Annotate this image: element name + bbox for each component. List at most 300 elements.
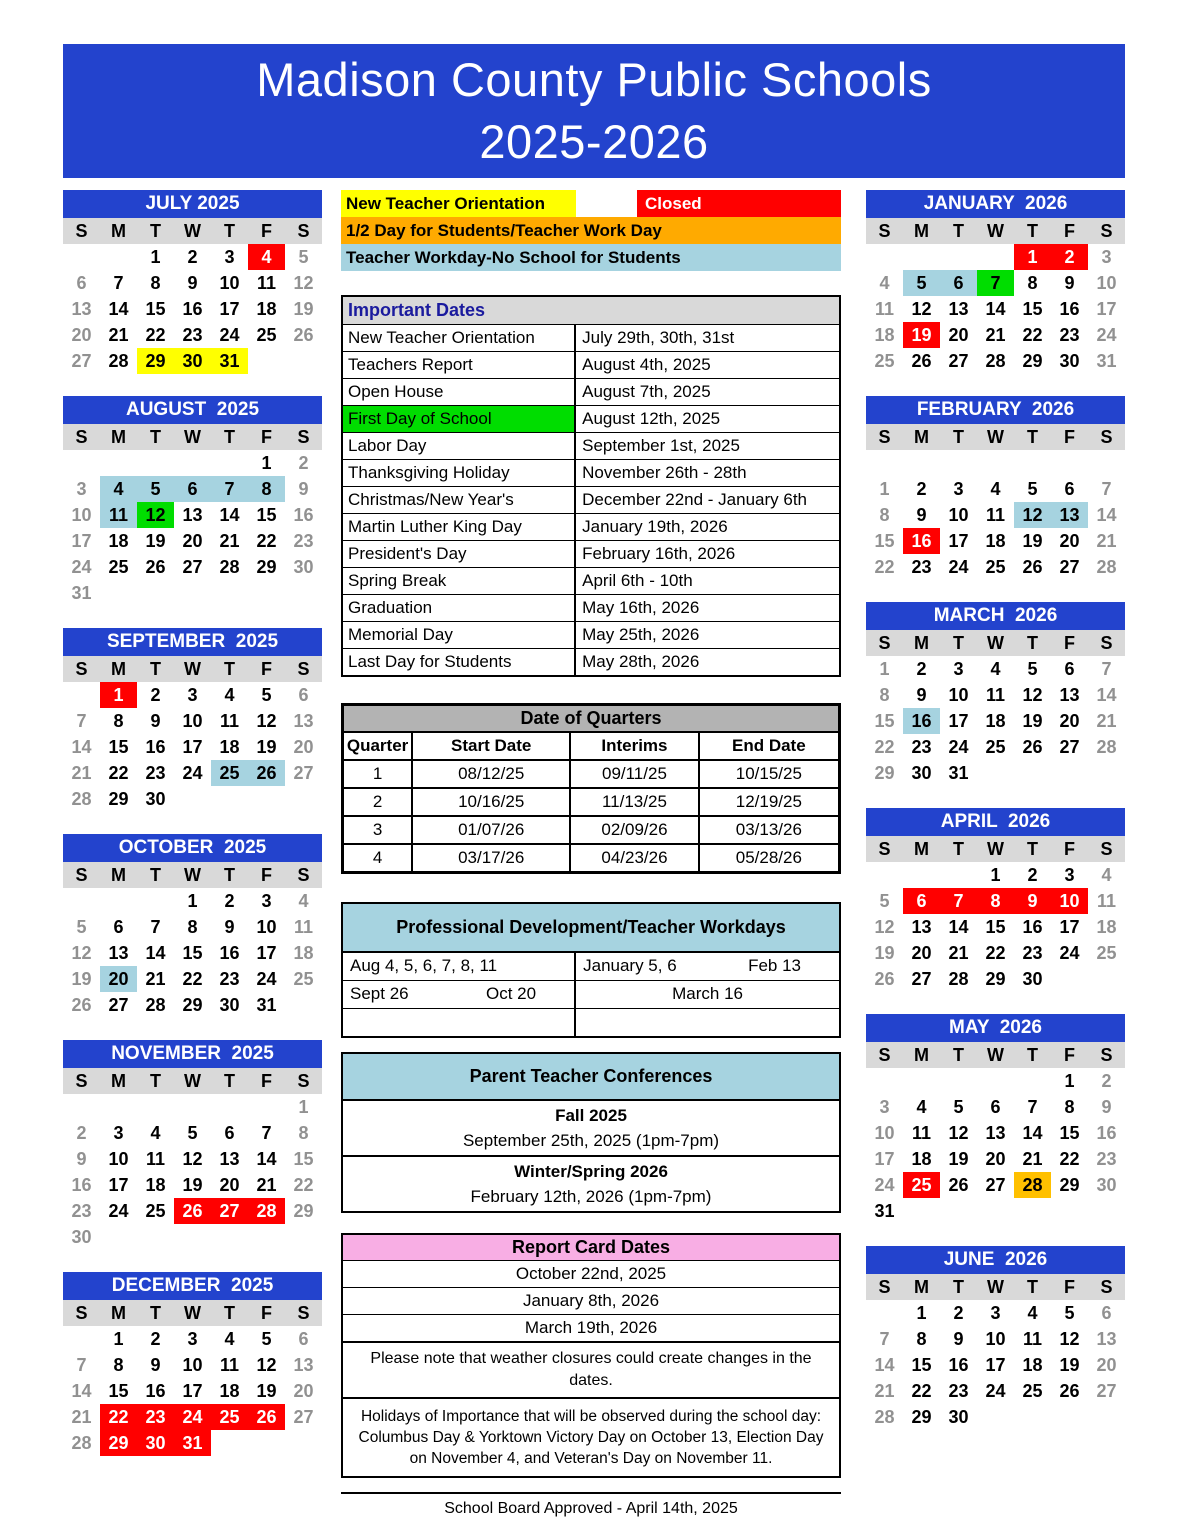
day-cell: 12 (137, 502, 174, 528)
day-cell-empty (1051, 1404, 1088, 1430)
holidays-note: Holidays of Importance that will be observed during the school day: Columbus Day & Yorktown Victory Day on October 13, Election Day on November 4, and Veteran's Day on November 11. (343, 1397, 839, 1476)
month-grid (63, 244, 322, 374)
day-cell: 17 (985, 1355, 1006, 1375)
day-cell: 3 (990, 1303, 1001, 1323)
day-cell: 29 (256, 557, 277, 577)
day-cell-empty (977, 760, 1014, 786)
conference-session-label: Fall 2025 (555, 1106, 627, 1125)
day-header-cell: T (1027, 221, 1038, 241)
day-cell-empty (1051, 760, 1088, 786)
day-cell: 19 (182, 1175, 203, 1195)
day-header-cell: S (1100, 633, 1113, 653)
pd-item: Aug 4, 5, 6, 7, 8, 11 (350, 956, 498, 975)
day-cell: 2 (298, 453, 309, 473)
day-cell: 12 (256, 1355, 277, 1375)
event-name: Thanksgiving Holiday (343, 460, 576, 486)
event-name: Christmas/New Year's (343, 487, 576, 513)
day-cell: 19 (948, 1149, 969, 1169)
day-cell: 19 (293, 299, 314, 319)
day-header-cell: M (914, 1045, 929, 1065)
quarters-cell: 4 (344, 845, 413, 871)
event-date: February 16th, 2026 (582, 544, 736, 563)
day-cell: 21 (985, 325, 1006, 345)
day-cell: 14 (1022, 1123, 1043, 1143)
day-cell: 23 (948, 1381, 969, 1401)
day-header-row (866, 218, 1125, 244)
day-cell-empty (866, 244, 903, 270)
day-header-cell: T (1027, 1045, 1038, 1065)
day-cell: 27 (211, 1198, 248, 1224)
day-cell: 12 (182, 1149, 203, 1169)
day-cell: 5 (261, 685, 272, 705)
day-cell: 13 (182, 505, 203, 525)
day-cell-empty (248, 1094, 285, 1120)
day-cell: 7 (113, 273, 124, 293)
day-cell-empty (285, 580, 322, 606)
day-cell: 9 (1014, 888, 1051, 914)
day-cell: 12 (1014, 502, 1051, 528)
day-cell: 10 (219, 273, 240, 293)
day-header-cell: M (111, 865, 126, 885)
day-cell: 3 (879, 1097, 890, 1117)
day-header-row (866, 630, 1125, 656)
day-cell-empty (100, 888, 137, 914)
day-cell: 5 (1064, 1303, 1075, 1323)
important-date-row (343, 459, 839, 486)
day-header-cell: S (75, 1303, 88, 1323)
day-cell: 26 (911, 351, 932, 371)
day-cell-empty (100, 580, 137, 606)
day-cell: 21 (1096, 531, 1117, 551)
day-cell: 20 (293, 737, 314, 757)
day-cell-empty (100, 1094, 137, 1120)
day-header-cell: M (111, 221, 126, 241)
day-header-cell: W (987, 1277, 1004, 1297)
day-cell: 1 (1064, 1071, 1075, 1091)
day-cell: 22 (911, 1381, 932, 1401)
day-cell: 13 (1096, 1329, 1117, 1349)
day-cell: 7 (150, 917, 161, 937)
day-cell: 17 (71, 531, 92, 551)
day-cell: 26 (874, 969, 895, 989)
event-name: Last Day for Students (343, 649, 576, 675)
day-cell: 2 (224, 891, 235, 911)
day-cell: 9 (224, 917, 235, 937)
day-cell: 20 (219, 1175, 240, 1195)
day-cell: 12 (293, 273, 314, 293)
day-cell: 15 (182, 943, 203, 963)
day-cell: 15 (1022, 299, 1043, 319)
day-cell: 25 (293, 969, 314, 989)
day-cell-empty (903, 1068, 940, 1094)
day-cell: 29 (874, 763, 895, 783)
day-cell: 23 (293, 531, 314, 551)
day-cell: 6 (1064, 659, 1075, 679)
day-cell: 20 (1096, 1355, 1117, 1375)
day-cell-empty (211, 1224, 248, 1250)
event-date: November 26th - 28th (582, 463, 747, 482)
day-cell: 18 (1022, 1355, 1043, 1375)
day-cell: 31 (874, 1201, 895, 1221)
day-cell: 11 (100, 502, 137, 528)
pd-item: Sept 26 (350, 984, 409, 1003)
day-cell: 3 (76, 479, 87, 499)
day-cell: 12 (911, 299, 932, 319)
day-cell-empty (903, 450, 940, 476)
calendar-april-2026 (866, 808, 1125, 992)
day-cell: 5 (76, 917, 87, 937)
day-cell: 6 (903, 888, 940, 914)
day-cell: 28 (219, 557, 240, 577)
day-header-cell: W (987, 839, 1004, 859)
day-header-row (866, 1042, 1125, 1068)
day-header-cell: F (261, 1071, 272, 1091)
day-cell-empty (63, 682, 100, 708)
day-cell: 19 (256, 1381, 277, 1401)
legend-closed: Closed (637, 190, 841, 217)
day-cell: 8 (248, 476, 285, 502)
day-cell: 28 (145, 995, 166, 1015)
day-cell: 14 (985, 299, 1006, 319)
calendar-september-2025 (63, 628, 322, 812)
day-cell-empty (137, 580, 174, 606)
day-cell-empty (137, 1224, 174, 1250)
day-cell: 8 (150, 273, 161, 293)
day-cell: 25 (1096, 943, 1117, 963)
quarters-cell: 3 (344, 817, 413, 845)
event-date: September 1st, 2025 (582, 436, 740, 455)
calendar-january-2026 (866, 190, 1125, 374)
event-name: Spring Break (343, 568, 576, 594)
day-cell: 13 (219, 1149, 240, 1169)
day-header-cell: S (297, 659, 310, 679)
day-cell: 27 (1059, 557, 1080, 577)
columns (63, 190, 1125, 1518)
day-cell: 31 (211, 348, 248, 374)
day-header-cell: M (914, 427, 929, 447)
day-header-cell: F (1064, 839, 1075, 859)
day-cell: 18 (108, 531, 129, 551)
month-grid (866, 862, 1125, 992)
day-cell: 3 (187, 685, 198, 705)
day-cell-empty (248, 348, 285, 374)
day-cell: 27 (948, 351, 969, 371)
month-grid (63, 1094, 322, 1250)
day-header-cell: S (878, 427, 891, 447)
day-header-row (63, 218, 322, 244)
day-header-row (866, 836, 1125, 862)
day-header-cell: T (953, 1045, 964, 1065)
quarters-table (341, 703, 841, 874)
day-cell: 17 (182, 1381, 203, 1401)
day-cell: 9 (916, 685, 927, 705)
day-cell-empty (1014, 1404, 1051, 1430)
day-cell: 28 (71, 789, 92, 809)
day-header-cell: T (224, 427, 235, 447)
day-cell-empty (63, 450, 100, 476)
day-cell: 13 (985, 1123, 1006, 1143)
day-cell: 25 (985, 737, 1006, 757)
day-header-cell: T (1027, 427, 1038, 447)
day-header-cell: S (297, 865, 310, 885)
month-title: MARCH 2026 (866, 602, 1125, 630)
quarters-cell: 11/13/25 (571, 789, 699, 817)
day-cell: 20 (985, 1149, 1006, 1169)
day-cell: 14 (71, 1381, 92, 1401)
day-cell-empty (211, 1430, 248, 1456)
day-header-cell: W (184, 659, 201, 679)
day-header-cell: S (297, 1071, 310, 1091)
day-cell: 16 (293, 505, 314, 525)
day-cell: 20 (293, 1381, 314, 1401)
day-cell: 9 (1101, 1097, 1112, 1117)
day-cell: 29 (911, 1407, 932, 1427)
day-cell: 5 (298, 247, 309, 267)
pd-cell-left (343, 1009, 576, 1036)
day-cell: 24 (874, 1175, 895, 1195)
day-cell: 20 (948, 325, 969, 345)
day-cell: 5 (953, 1097, 964, 1117)
day-cell: 12 (874, 917, 895, 937)
month-grid (866, 450, 1125, 580)
day-cell: 25 (874, 351, 895, 371)
quarters-cell: 08/12/25 (413, 761, 571, 789)
day-cell: 11 (293, 917, 314, 937)
day-cell: 26 (293, 325, 314, 345)
day-cell: 21 (874, 1381, 895, 1401)
day-cell: 19 (71, 969, 92, 989)
day-cell-empty (1014, 1198, 1051, 1224)
day-cell-empty (1051, 1198, 1088, 1224)
day-header-cell: W (184, 1303, 201, 1323)
day-cell: 15 (874, 711, 895, 731)
day-cell: 15 (108, 1381, 129, 1401)
day-cell: 28 (1096, 557, 1117, 577)
day-cell: 29 (985, 969, 1006, 989)
month-grid (63, 888, 322, 1018)
day-cell: 22 (1022, 325, 1043, 345)
day-cell: 22 (293, 1175, 314, 1195)
report-card-dates (343, 1260, 839, 1341)
day-cell-empty (866, 1300, 903, 1326)
day-cell: 23 (1096, 1149, 1117, 1169)
day-cell: 25 (145, 1201, 166, 1221)
conference-session (343, 1155, 839, 1211)
important-date-row (343, 486, 839, 513)
day-cell: 29 (293, 1201, 314, 1221)
day-header-cell: F (1064, 427, 1075, 447)
day-cell: 3 (224, 247, 235, 267)
important-date-row (343, 513, 839, 540)
day-cell: 29 (137, 348, 174, 374)
day-header-cell: S (75, 427, 88, 447)
day-cell: 26 (145, 557, 166, 577)
day-cell: 21 (71, 1407, 92, 1427)
day-cell: 31 (71, 583, 92, 603)
day-cell: 19 (1022, 531, 1043, 551)
day-cell: 13 (108, 943, 129, 963)
day-cell: 17 (108, 1175, 129, 1195)
day-cell: 16 (182, 299, 203, 319)
day-cell: 14 (1096, 505, 1117, 525)
important-date-row (343, 540, 839, 567)
day-cell: 8 (113, 711, 124, 731)
weather-note: Please note that weather closures could create changes in the dates. (343, 1341, 839, 1397)
day-cell: 30 (145, 789, 166, 809)
day-cell-empty (1088, 450, 1125, 476)
day-cell: 11 (256, 273, 277, 293)
day-cell: 10 (948, 685, 969, 705)
day-cell: 8 (879, 685, 890, 705)
day-cell: 2 (150, 1329, 161, 1349)
day-cell: 18 (985, 531, 1006, 551)
day-cell: 15 (145, 299, 166, 319)
day-header-row (63, 656, 322, 682)
day-cell: 29 (1059, 1175, 1080, 1195)
day-cell: 2 (150, 685, 161, 705)
day-cell: 23 (71, 1201, 92, 1221)
month-title: MAY 2026 (866, 1014, 1125, 1042)
day-cell: 11 (911, 1123, 932, 1143)
day-cell: 7 (76, 711, 87, 731)
day-cell-empty (285, 992, 322, 1018)
day-header-cell: S (1100, 221, 1113, 241)
day-cell: 4 (100, 476, 137, 502)
day-cell: 5 (187, 1123, 198, 1143)
day-cell: 30 (948, 1407, 969, 1427)
day-cell: 9 (953, 1329, 964, 1349)
day-header-cell: S (1100, 427, 1113, 447)
day-cell: 5 (879, 891, 890, 911)
calendar-march-2026 (866, 602, 1125, 786)
day-cell: 19 (903, 322, 940, 348)
day-cell: 9 (298, 479, 309, 499)
day-header-cell: M (914, 839, 929, 859)
month-grid (866, 1068, 1125, 1224)
day-cell-empty (63, 1094, 100, 1120)
calendar-july-2025 (63, 190, 322, 374)
day-cell: 5 (903, 270, 940, 296)
important-date-row (343, 432, 839, 459)
day-cell: 26 (948, 1175, 969, 1195)
conference-session-label: Winter/Spring 2026 (514, 1162, 668, 1181)
color-legend (341, 190, 841, 271)
day-cell: 6 (224, 1123, 235, 1143)
day-cell: 10 (985, 1329, 1006, 1349)
important-date-row (343, 405, 839, 432)
day-cell: 6 (174, 476, 211, 502)
day-header-cell: T (150, 659, 161, 679)
day-cell: 30 (137, 1430, 174, 1456)
quarters-title: Date of Quarters (344, 706, 838, 733)
day-cell: 14 (219, 505, 240, 525)
day-cell: 29 (1022, 351, 1043, 371)
day-cell-empty (1088, 760, 1125, 786)
day-cell: 14 (1096, 685, 1117, 705)
day-cell-empty (137, 450, 174, 476)
day-header-cell: F (1064, 633, 1075, 653)
day-cell-empty (248, 1224, 285, 1250)
day-cell-empty (63, 1326, 100, 1352)
pd-cell-right (576, 1009, 839, 1036)
day-cell-empty (940, 244, 977, 270)
day-cell: 20 (911, 943, 932, 963)
day-header-cell: S (75, 865, 88, 885)
day-cell: 12 (948, 1123, 969, 1143)
day-cell: 4 (298, 891, 309, 911)
day-cell: 24 (108, 1201, 129, 1221)
day-cell-empty (63, 888, 100, 914)
day-cell: 1 (990, 865, 1001, 885)
day-header-row (63, 1068, 322, 1094)
day-cell-empty (285, 1430, 322, 1456)
day-cell: 11 (1096, 891, 1117, 911)
day-cell: 18 (219, 737, 240, 757)
day-cell-empty (940, 862, 977, 888)
pd-item: Feb 13 (748, 956, 801, 975)
day-cell-empty (100, 1224, 137, 1250)
day-cell-empty (285, 1224, 322, 1250)
quarters-cell: 02/09/26 (571, 817, 699, 845)
month-grid (866, 656, 1125, 786)
day-header-row (63, 424, 322, 450)
day-cell: 7 (879, 1329, 890, 1349)
day-cell: 15 (256, 505, 277, 525)
day-cell: 15 (108, 737, 129, 757)
day-cell-empty (285, 348, 322, 374)
quarters-cell: 03/17/26 (413, 845, 571, 871)
day-cell: 23 (182, 325, 203, 345)
day-cell: 3 (1101, 247, 1112, 267)
day-header-cell: T (224, 1303, 235, 1323)
day-cell: 24 (985, 1381, 1006, 1401)
day-cell-empty (211, 1094, 248, 1120)
important-date-row (343, 621, 839, 648)
title-banner (63, 44, 1125, 178)
day-cell: 31 (256, 995, 277, 1015)
day-cell: 7 (76, 1355, 87, 1375)
day-header-cell: W (184, 427, 201, 447)
day-cell: 27 (182, 557, 203, 577)
day-cell: 22 (874, 737, 895, 757)
quarters-column-header: Interims (571, 733, 699, 761)
day-header-cell: T (150, 221, 161, 241)
event-name: Graduation (343, 595, 576, 621)
day-cell-empty (1014, 450, 1051, 476)
day-header-cell: T (953, 427, 964, 447)
day-header-cell: F (1064, 1045, 1075, 1065)
legend-new-teacher-orientation: New Teacher Orientation (341, 190, 576, 217)
day-cell: 21 (145, 969, 166, 989)
day-cell: 4 (990, 479, 1001, 499)
day-cell-empty (903, 1198, 940, 1224)
day-header-cell: T (224, 1071, 235, 1091)
day-cell: 18 (911, 1149, 932, 1169)
important-date-row (343, 648, 839, 675)
day-cell: 10 (182, 1355, 203, 1375)
day-cell: 29 (108, 789, 129, 809)
day-cell: 9 (76, 1149, 87, 1169)
day-header-cell: S (878, 1277, 891, 1297)
report-card-date: January 8th, 2026 (343, 1287, 839, 1314)
month-title: DECEMBER 2025 (63, 1272, 322, 1300)
day-header-cell: T (1027, 839, 1038, 859)
day-cell-empty (940, 1198, 977, 1224)
quarters-cell: 10/16/25 (413, 789, 571, 817)
quarters-cell: 1 (344, 761, 413, 789)
day-cell-empty (1088, 1198, 1125, 1224)
day-cell: 18 (874, 325, 895, 345)
